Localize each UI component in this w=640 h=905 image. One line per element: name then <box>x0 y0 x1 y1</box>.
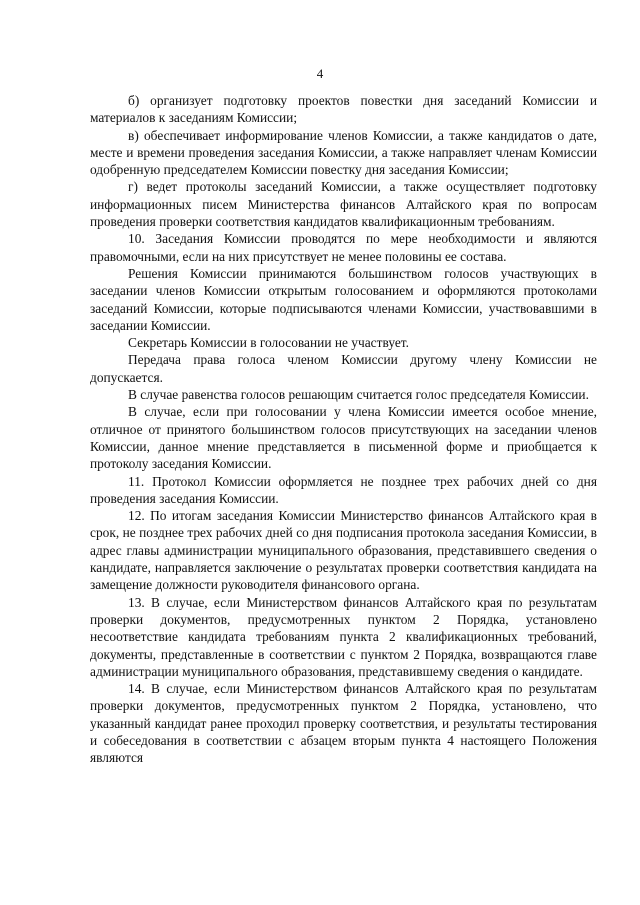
paragraph-vote-transfer: Передача права голоса членом Комиссии другому члену Комиссии не допускается. <box>90 352 597 385</box>
document-body <box>90 92 597 767</box>
paragraph-13: 13. В случае, если Министерством финансов Алтайского края по результатам проверки документов, предусмотренных пунктом 2 Порядка, установлено несоответствие кандидата требованиям пункта 2 квалификационных требований, документы, представленные в соответствии с пунктом 2 Порядка, возвращаются главе администрации муниципального образования, представившему сведения о кандидате. <box>90 594 597 679</box>
paragraph-decisions: Решения Комиссии принимаются большинством голосов участвующих в заседании членов Комиссии открытым голосованием и оформляются протоколами заседаний Комиссии, которые подписываются членами Комиссии, участвовавшими в заседании Комиссии. <box>90 265 597 333</box>
paragraph-9g: г) ведет протоколы заседаний Комиссии, а также осуществляет подготовку информационных писем Министерства финансов Алтайского края по вопросам проведения проверки соответствия кандидатов квалификационным требованиям. <box>90 179 597 230</box>
paragraph-14: 14. В случае, если Министерством финансов Алтайского края по результатам проверки документов, предусмотренных пунктом 2 Порядка, установлено, что указанный кандидат ранее проходил проверку соответствия, и результаты тестирования и собеседования в соответствии с абзацем вторым пункта 4 настоящего Положения являются <box>90 681 597 766</box>
paragraph-12: 12. По итогам заседания Комиссии Министерство финансов Алтайского края в срок, не позднее трех рабочих дней со дня подписания протокола заседания Комиссии, в адрес главы администрации муниципального образования, представившего сведения о кандидате, направляется заключение о результатах проверки соответствия кандидата на замещение должности руководителя финансового органа. <box>90 508 597 593</box>
paragraph-11: 11. Протокол Комиссии оформляется не позднее трех рабочих дней со дня проведения заседания Комиссии. <box>90 473 597 506</box>
paragraph-dissent: В случае, если при голосовании у члена Комиссии имеется особое мнение, отличное от принятого большинством голосов присутствующих на заседании членов Комиссии, данное мнение представляется в письменной форме и приобщается к протоколу заседания Комиссии. <box>90 404 597 472</box>
paragraph-secretary: Секретарь Комиссии в голосовании не участвует. <box>128 335 409 351</box>
page-number: 4 <box>316 66 324 81</box>
paragraph-9v: в) обеспечивает информирование членов Комиссии, а также кандидатов о дате, месте и времени проведения заседания Комиссии, а также направляет членам Комиссии одобренную председателем Комиссии повестку дня заседания Комиссии; <box>90 127 597 178</box>
paragraph-tie-vote: В случае равенства голосов решающим считается голос председателя Комиссии. <box>128 387 589 403</box>
paragraph-9b: б) организует подготовку проектов повестки дня заседаний Комиссии и материалов к заседаниям Комиссии; <box>90 93 597 126</box>
paragraph-10: 10. Заседания Комиссии проводятся по мере необходимости и являются правомочными, если на них присутствует не менее половины ее состава. <box>90 231 597 264</box>
